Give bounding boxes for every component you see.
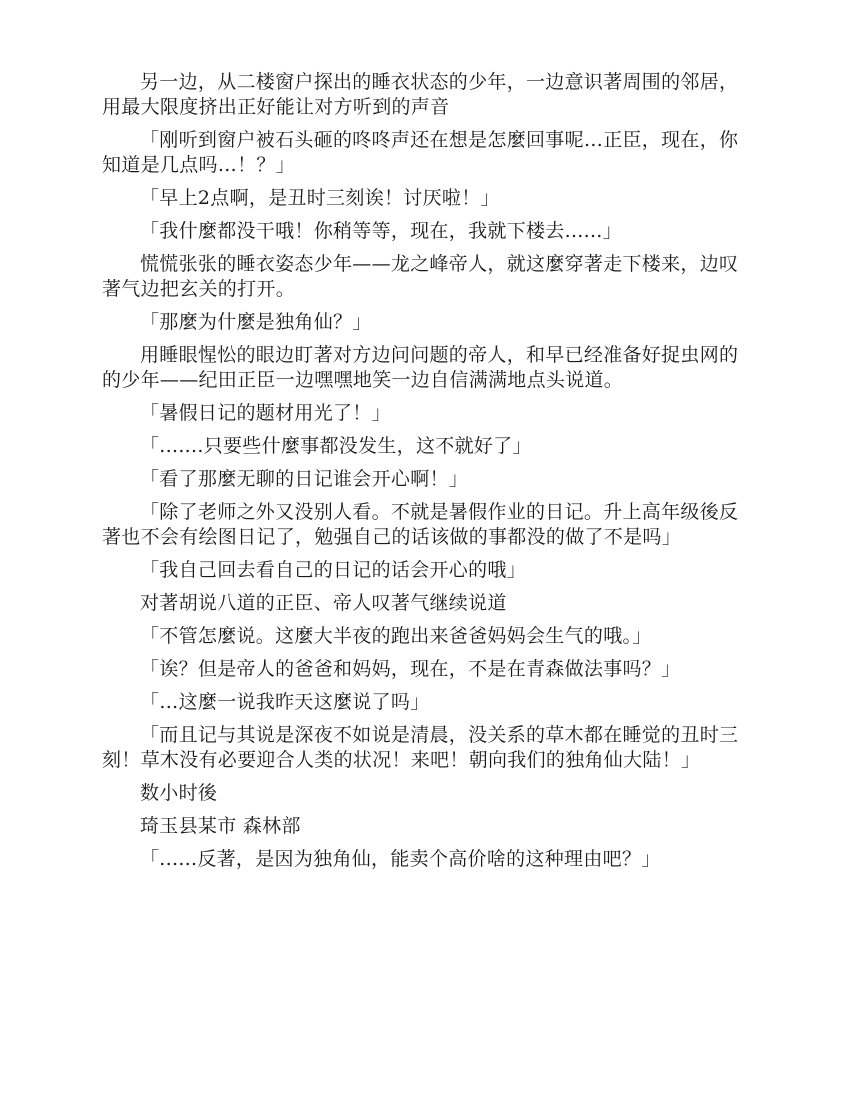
paragraph: 用睡眼惺忪的眼边盯著对方边问问题的帝人，和早已经准备好捉虫网的的少年——纪田正臣一边嘿嘿地笑一边自信满满地点头说道。 [102,344,739,391]
paragraph: 「我什麼都没干哦！你稍等等，现在，我就下楼去......」 [140,220,622,242]
paragraph: 「…这麼一说我昨天这麼说了吗」 [140,691,430,713]
paragraph: 「不管怎麼说。这麼大半夜的跑出来爸爸妈妈会生气的哦。」 [140,625,652,647]
paragraph: 「看了那麼无聊的日记谁会开心啊！」 [140,468,469,490]
paragraph: 慌慌张张的睡衣姿态少年——龙之峰帝人，就这麼穿著走下楼来，边叹著气边把玄关的打开。 [102,253,739,300]
paragraph: 另一边，从二楼窗户探出的睡衣状态的少年，一边意识著周围的邻居，用最大限度挤出正好能让对方听到的声音 [102,71,739,118]
paragraph: 数小时後 [140,782,218,804]
paragraph: 「.......只要些什麼事都没发生，这不就好了」 [140,435,532,457]
paragraph: 「早上2点啊，是丑时三刻诶！讨厌啦！」 [140,187,500,209]
paragraph: 琦玉县某市 森林部 [140,815,301,837]
paragraph: 对著胡说八道的正臣、帝人叹著气继续说道 [140,592,507,614]
paragraph: 「那麼为什麼是独角仙？」 [140,311,372,333]
paragraph: 「除了老师之外又没别人看。不就是暑假作业的日记。升上高年级後反著也不会有绘图日记了，勉强自己的话该做的事都没的做了不是吗」 [102,501,739,548]
document-page [102,70,752,880]
paragraph: 「我自己回去看自己的日记的话会开心的哦」 [140,559,527,581]
paragraph: 「而且记与其说是深夜不如说是清晨，没关系的草木都在睡觉的丑时三刻！草木没有必要迎合人类的状况！来吧！朝向我们的独角仙大陆！」 [102,724,739,771]
paragraph: 「暑假日记的题材用光了！」 [140,402,391,424]
paragraph: 「......反著，是因为独角仙，能卖个高价啥的这种理由吧？」 [140,848,661,870]
paragraph: 「诶？但是帝人的爸爸和妈妈，现在，不是在青森做法事吗？」 [140,658,681,680]
paragraph: 「刚听到窗户被石头砸的咚咚声还在想是怎麼回事呢…正臣，现在，你知道是几点吗…！？」 [102,129,739,176]
